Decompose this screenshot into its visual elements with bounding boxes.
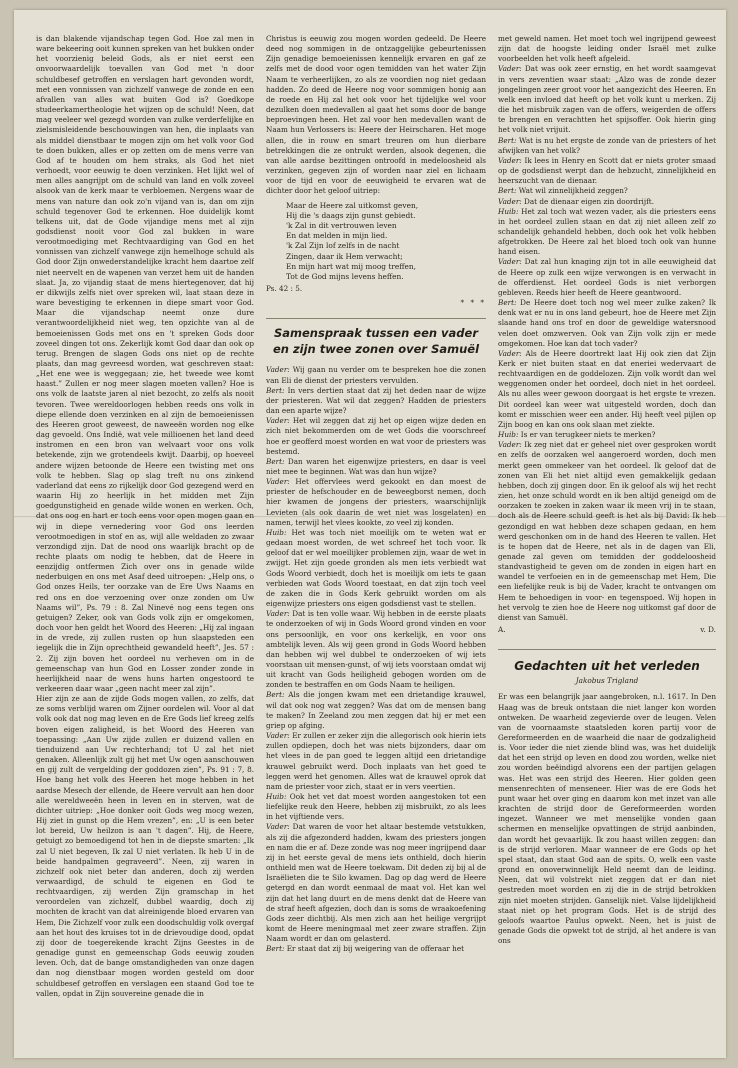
dialogue-line [498, 197, 716, 207]
dialogue-text: met geweld namen. Het moet toch wel ingrijpend geweest zijn dat de hoogste leiding onder Israël met zulke voorbeelden het volk heeft afgeleid. [498, 34, 716, 64]
dialogue-text: De Heere doet toch nog wel meer zulke zaken? Ik denk wat er nu in ons land gebeurt, hoe de Heere met Zijn slaande hand ons trof en door de geweldige watersnood velen doet omzwerven. Ook van Zijn volk zijn er mede omgekomen. Hoe kan dat toch vader? [498, 298, 716, 348]
speaker-label: Vader: [266, 416, 290, 426]
column-middle [266, 34, 486, 1044]
dialogue-line [498, 440, 716, 623]
dialogue-line [266, 365, 486, 385]
speaker-label: Bert: [498, 186, 517, 196]
dialogue-line [266, 731, 486, 792]
dialogue-text: Dat de dienaar eigen zin doordrijft. [524, 196, 655, 206]
dialogue-continued [498, 34, 716, 623]
speaker-label: Vader: [498, 155, 522, 165]
dialogue-line [498, 349, 716, 430]
dialogue-line [498, 257, 716, 298]
speaker-label: Vader: [498, 64, 522, 74]
column-right [498, 34, 716, 1044]
poem-line: Hij die 's daags zijn gunst gebiedt. [286, 210, 416, 220]
dialogue-text: Dat zal hun knaging zijn tot in alle eeuwigheid dat de Heere op zulk een wijze verwongen is en verwacht in de offerdienst. Het oordeel Gods is niet verborgen gebleven. Reeds hier heeft de Heere geantwoord. [498, 257, 716, 297]
dialogue-text: Het zal toch wat wezen vader, als die priesters eens in het oordeel zullen staan en dat zij niet alleen zelf zo schandelijk gehandeld hebben, doch ook het volk hebben afgetrokken. De Heere zal het bloed toch ook van hunne hand eisen. [498, 206, 716, 257]
dialogue-line [266, 792, 486, 822]
signature-right: v. D. [700, 625, 716, 635]
speaker-label: Vader: [498, 257, 522, 267]
poem-line: Tot de God mijns levens heffen. [286, 271, 404, 281]
article-signature [498, 625, 716, 635]
dialogue-line [498, 64, 716, 135]
speaker-label: Bert: [498, 135, 517, 145]
poem-line: Zingen, daar ik Hem verwacht; [286, 251, 403, 261]
dialogue-line [266, 416, 486, 457]
speaker-label: Vader: [266, 609, 290, 619]
dialogue-line [266, 944, 486, 954]
speaker-label: Vader: [498, 348, 522, 358]
dialogue-line [266, 822, 486, 944]
speaker-label: Vader: [266, 822, 290, 832]
body-paragraph: Hier zijn ze aan de zijde Gods mogen vallen, zo zelfs, dat ze soms verblijd waren om Zijner oordelen wil. Voor al dat volk ook dat nog mag leven en de Ere Gods lief kreeg zelfs boven eigen zaligheid, is het Woord des Heeren van toepassing: „Aan Uw zijde zullen er duizend vallen en tienduizend aan Uw rechterhand; tot U zal het niet genaken. Alleenlijk zult gij het met Uw ogen aanschouwen en gij zult de vergelding der goddozen zien”, Ps. 91 : 7, 8. Hoe bang het volk des Heeren het moge hebben in het aardse Mesech der ellende, de Heere vervult aan hen door alle wereldweeën heen in leven en in sterven, wat de dichter uitriep: „Hoe donker ooit Gods weg mocg wezen, Hij ziet in gunst op die Hem vrezen”, en: „U is een beter lot bereid, Uw heilzon is aan 't dagen”. Hij, de Heere, getuigt zo bemoedigend tot hen in de diepste smarten: „Ik zal U niet begeven, Ik zal U niet verlaten. Ik heb U in de beide handpalmen gegraveerd”. Neen, zij waren in zichzelf ook niet beter dan anderen, doch zij werden verwaardigd, de schuld te eigenen en God te rechtvaardigen, zij werden Zijn gramschap in het veroordelen van zichzelf, dubbel waardig, doch zij mochten de kracht van dat alreinigende bloed ervaren van Hem, Die Zichzelf voor zulk een doodschuldig volk overgaf aan het hout des kruises tot in de drievoudige dood, opdat zij door de toegerekende kracht Zijns Geestes in de genadige gunst en gemeenschap Gods eeuwig zouden leven. Och, dat de bange omstandigheden van onze dagen dan nog dienstbaar mogen worden gesteld om door schuldbesef getroffen en verslagen een staand God toe te vallen, opdat in Zijn souvereine genade die in [36, 694, 254, 998]
article-author: Jakobus Trigland [575, 676, 639, 686]
dialogue-line [498, 34, 716, 64]
dialogue-line [266, 528, 486, 609]
speaker-label: Huib: [498, 206, 519, 216]
dialogue-text: Wat wil zinnelijkheid zeggen? [518, 186, 628, 196]
dialogue-text: Dat is ten volle waar. Wij hebben in de eerste plaats te onderzoeken of wij in Gods Woord grond vinden en voor ons persoonlijk, en voor ons kerkelijk, en voor ons ambtelijk leven. Als wij geen grond in Gods Woord hebben dan hebben wij wel dubbel te onderzoeken of wij iets voorstaan uit mensen-gunst, of wij iets voorstaan omdat wij uit kracht van Gods heiligheid gebogen worden om de zonden te bestraffen en om Gods Naam te heiligen. [266, 609, 486, 690]
dialogue-line [266, 457, 486, 477]
poem-line: Maar de Heere zal uitkomst geven, [286, 200, 419, 210]
dialogue-text: Ik zeg niet dat er geheel niet over gesproken wordt en zelfs de oorzaken wel aangeroerd worden, doch men merkt geen ommekeer van het oordeel. Ik geloof dat de zonen van Eli het niet altijd even gemakkelijk gedaan hebben, doch zij gingen door. En ik geloof als wij het recht zien, het onze schuld wordt en ik ben altijd geneigd om de oorzaken te zoeken in zaken waar ik meen vrij in te staan, doch als de Heere schuld geeft is het als bij David: Ik heb gezondigd en wat hebben deze schapen gedaan, en hem werd geschonken om in de hand des Heeren te vallen. Het is te hopen dat de Heere, net als in de dagen van Eli, genade zal geven om temidden der goddeloosheid standvastigheid te geven om de zonden in eigen hart en wandel te verfoeien en in de gemeenschap met Hem, Die een liefelijke reuk is bij de Vader, kracht te ontvangen om Hem te behoedigen in voor- en tegenspoed. Wij hopen in het vervolg te zien hoe de Heere nog uitkomst gaf door de dienst van Samuël. [498, 440, 716, 622]
dialogue-line [498, 430, 716, 440]
poem-line: En mijn hart wat mij moog treffen, [286, 261, 416, 271]
newspaper-page [14, 10, 726, 1058]
speaker-label: Vader: [266, 731, 290, 741]
dialogue-text: Het wil zeggen dat zij het op eigen wijze deden en zich niet bekommerden om de wet Gods die voorschreef hoe er geofferd moest worden en wat voor de priesters was bestemd. [266, 416, 486, 456]
poem-line: 'k Zal Zijn lof zelfs in de nacht [286, 241, 400, 251]
speaker-label: Vader: [266, 365, 290, 375]
speaker-label: Vader: [266, 477, 290, 487]
dialogue-text: Ik lees in Henry en Scott dat er niets groter smaad op de godsdienst werpt dan de hebzucht, zinnelijkheid en heerszucht van de dienaar. [498, 155, 716, 186]
dialogue-text: Dan waren het eigenwijze priesters, en daar is veel niet mee te beginnen. Wat was dan hun wijze? [266, 456, 486, 476]
dialogue-line [266, 609, 486, 690]
dialogue-text: Is er van terugkeer niets te merken? [520, 430, 656, 440]
dialogue-line [266, 477, 486, 528]
body-paragraph: Christus is eeuwig zou mogen worden gedeeld. De Heere deed nog sommigen in de ontzaggelijke gebeurtenissen Zijn genadige bemoeienissen kennelijk ervaren en gaf ze zelfs met de dood voor ogen temidden van het water Zijn Naam te verheerlijken, zo als ze voordien nog niet gedaan hadden. Zo deed de Heere nog voor sommigen honig aan de roede en Hij zal het ook voor het tijdelijke wel voor dezulken doen medevallen al gaat het soms door de bange beproevingen heen. Het zal voor hen medevallen want de Naam hun Verlossers is: Heere der Heirscharen. Het moge allen, die in rouw en smart treuren om hun dierbare betrekkingen die ze ontrukt werden, alsook degenen, die van alle aardse bezittingen ontroofd in medeloosheid als verzinken, gegeven zijn of worden naar ziel en lichaam voor de tijd en voor de eeuwigheid te ervaren wat de dichter door het geloof uitriep: [266, 34, 486, 196]
speaker-label: Bert: [266, 385, 285, 395]
poem-source: Ps. 42 : 5. [266, 284, 303, 294]
dialogue-text: Als die jongen kwam met een drietandige krauwel, wil dat ook nog wat zeggen? Was dat om de mensen bang te maken? In Zeeland zou men zeggen dat hij er met een griep op afging. [266, 690, 486, 730]
dialogue-text: Dat was ook zeer ernstig, en het wordt saamgevat in vers zeventien waar staat: „Alzo was de zonde dezer jongelingen zeer groot voor het aangezicht des Heeren. En welk een invloed dat heeft op het volk kunt u merken. Zij die het misbruik zagen van de offers, weigerden de offers te brengen en verachtten het spijsoffer. Ook hierin ging het volk niet vrijuit. [498, 64, 716, 135]
dialogue-line [498, 136, 716, 156]
article-title-gedachten: Gedachten uit het verleden [498, 649, 716, 674]
signature-left: A. [498, 625, 506, 635]
dialogue-line [498, 298, 716, 349]
dialogue-line [498, 186, 716, 196]
dialogue-text: Het was toch niet moeilijk om te weten wat er gedaan moest worden, de wet schreef het toch voor. Ik geloof dat er wel moeilijker problemen zijn, waar de wet in zwijgt. Het zijn goede gronden als men iets verbiedt wat Gods Woord verbiedt, doch het is moeilijk om iets te gaan verbieden wat Gods Woord toestaat, en dat zijn toch veel de zaken die in Gods Kerk gebruikt worden om als eigenwijze priesters ons eigen godsdienst vast te stellen. [266, 527, 486, 609]
psalm-verse [286, 201, 486, 283]
dialogue-text: In vers dertien staat dat zij het deden naar de wijze der priesteren. Wat wil dat zeggen? Hadden de priesters dan een aparte wijze? [266, 385, 486, 416]
speaker-label: Huib: [266, 527, 287, 537]
dialogue-text: Er zullen er zeker zijn die allegorisch ook hierin iets zullen opdiepen, doch het was niets bijzonders, daar om het vlees in de pan goed te leggen altijd een drietandige krauwel gebruikt werd. Doch inplaats van het goed te leggen werd het genomen. Alles wat de krauwel oprok dat nam de priester voor zich, staat er in vers veertien. [266, 731, 486, 791]
column-left [36, 34, 254, 1044]
dialogue-text: Als de Heere doortrekt laat Hij ook zien dat Zijn Kerk er niet buiten staat en dat eneriei wedervaart de rechtvaardigen en de goddelozen. Zijn volk wordt dan wel weggenomen onder het oordeel, doch niet in het oordeel. Als nu alles weer gewoon doorgaat is het ergste te vrezen. Dit oordeel kan weer wat uitgesteld worden, doch dan komt er misschien weer een ander. Hij heeft veel pijlen op Zijn boog en kan ons ook slaan met ziekte. [498, 348, 716, 429]
dialogue-line [498, 207, 716, 258]
dialogue-text: Wij gaan nu verder om te bespreken hoe die zonen van Eli de dienst der priesters vervulden. [266, 365, 486, 385]
dialogue-text: Dat waren de voor het altaar bestemde vetstukken, als zij die afgezonderd hadden, kwam des priesters jongen en nam die er af. Deze zonde was nog meer ingrijpend daar zij in het eerste geval de mens iets onthield, doch hierin onthield men wat de Heere toekwam. Dit deden zij bij al de Israëlieten die te Silo kwamen. Dag op dag werd de Heere getergd en dan wordt eenmaal de maat vol. Het kan wel zijn dat het lang duurt en de mens denkt dat de Heere van de straf heeft afgezien, doch dan is soms de wraakoefening Gods zeer dichtbij. Als men zich aan het heilige vergrijpt komt de Heere meningmaal met zeer zware straffen. Zijn Naam wordt er dan om gelasterd. [266, 822, 486, 944]
dialogue-line [498, 156, 716, 186]
dialogue-text: Ook het vet dat moest worden aangestoken tot een liefelijke reuk den Heere, hebben zij misbruikt, zo als lees in het vijftiende vers. [266, 792, 486, 822]
speaker-label: Huib: [498, 430, 519, 440]
body-paragraph: Er was een belangrijk jaar aangebroken, n.l. 1617. In Den Haag was de breuk ontstaan die niet langer kon worden ontweken. De waarheid zegevierde over de leugen. Velen van de voornaamste staatsleden koren partij voor de Gereformeerden en de waarheid die naar de godzaligheid is. Voor ieder die niet ziende blind was, was het duidelijk dat het een strijd op leven en dood zou worden, welke niet zou worden beëindigd alvorens een der partijen gelagen was. Het was een strijd des Heeren. Hier golden geen mensenrechten of menseneer. Hier was de ere Gods het punt waar het over ging en daarom kon met inzet van alle krachten de strijd door de Gereformeerden worden ingezet. Wanneer we met menselijke vonden gaan schermen en menselijke opvattingen de strijd aanbinden, dan wordt het gevaarlijk. Ik zou haast willen zeggen: dan is de strijd verloren. Maar wanneer de ere Gods op het spel staat, dan staat God aan de spits. O, welk een vaste grond en onoverwinnelijk Held neemt dan de leiding. Neen, dat wil volstrekt niet zeggen dat er dan niet gestreden moet worden en zij die in de strijd betrokken zijn niet moeten strijden. Ganselijk niet. Valse lijdelijkheid staat niet op het program Gods. Het is de strijd des geloofs waartoe Paulus opwekt. Neen, het is juist de genade Gods die opwekt tot de strijd, al het andere is van ons [498, 692, 716, 946]
article-title-samenspraak: Samenspraak tussen een vader en zijn twee zonen over Samuël [266, 318, 486, 357]
section-separator: * * * [460, 298, 486, 308]
speaker-label: Vader: [498, 440, 522, 450]
speaker-label: Bert: [266, 690, 285, 700]
poem-line: 'k Zal in dit vertrouwen leven [286, 220, 397, 230]
speaker-label: Vader: [498, 196, 522, 206]
speaker-label: Huib: [266, 792, 287, 801]
dialogue-line [266, 690, 486, 731]
dialogue-text: Het offervlees werd gekookt en dan moest de priester de hefschouder en de beweegborst nemen, doch hier kwamen de jongens der priesters, waarschijnlijk Levieten (als ook daarin de wet niet was losgelaten) en namen, terwijl het vlees kookte, zo veel zij konden. [266, 477, 486, 527]
speaker-label: Bert: [266, 944, 285, 954]
poem-line: En dat melden in mijn lied. [286, 231, 388, 241]
speaker-label: Bert: [498, 298, 517, 308]
speaker-label: Bert: [266, 456, 285, 466]
dialogue-line [266, 386, 486, 416]
dialogue-samenspraak [266, 365, 486, 954]
dialogue-text: Wat is nu het ergste de zonde van de priesters of het afwijken van het volk? [498, 135, 716, 155]
dialogue-text: Er staat dat zij bij weigering van de offeraar het [286, 944, 465, 954]
body-paragraph: is dan blakende vijandschap tegen God. Hoe zal men in ware bekeering ooit kunnen spreken van het bukken onder het voorzienig beleid Gods, als er niet eerst een onvoorwaardelijk toevallen van God met 'n door schuldbesef getroffen en verslagen hart gevonden wordt, met een vonnissen van zichzelf vanwege de zonde en een afvallen van alles wat buiten God is? Goedkope studeerkamertheologie het wijzen op de schuld! Neen, dat mag veeleer wel gezegd worden van zulke verderfelijke en zielsmisleidende beschouwingen van hen, die inplaats van als middel dienstbaar te mogen zijn om het volk voor God te doen bukken, alles er op zetten om de mens verre van God af te houden om hem straks, als God het niet verhoedt, voor eeuwig te doen verzinken. Het lijkt wel of men alles aangrijpt om de schuld van land en volk zoveel alsook van de kerk maar te verbloemen. Nergens waar de mens van nature dan ook zo'n vijand van is, dan om zijn schuld tegenover God te erkennen. Hoe duidelijk komt telkens uit, dat de Gode vijandige mens met al zijn godsdienst nooit voor God zal bukken in ware verootmoediging met Rechtvaardiging van God en het vonnissen van zichzelf vanwege zijn hemelhoge schuld als God door Zijn onwederstandelijke kracht hem daartoe zelf niet neervelt en de wapenen van verzet hem uit de handen slaat. Ja, zo vijandig staat de mens hiertegenover, dat hij er dikwijls zelfs niet over spreken wil, laat staan deze in ware bevestiging te erkennen in diepe smart voor God. Maar die vijandschap neemt onze dure verantwoordelijkheid niet weg, ten opzichte van al de bemoeienissen Gods met ons en 't spreken Gods door zoveel dingen tot ons. Zekerlijk komt God daar dan ook op terug. Brengen de slagen Gods ons niet op de rechte plaats, dan mag gevreesd worden, wat geschreven staat: „Het ene wee is weggegaan; zie, het tweede wee komt haast.” Zullen er nog meer slagen moeten vallen? Hoe is ons volk de laatste jaren al niet bezocht, zo zelfs als nooit tevoren. Twee wereldoorlogen hebben reeds ons volk in diepe ellende doen verzinken en al zijn de bemoeienissen des Heeren groot geweest, de naweeën worden nog elke dag gevoeld. Ons Indië, wat vele millioenen het land deed instromen en een bron van welvaart voor ons volk betekende, zijn we grotendeels kwijt. Daarbij, op hoeveel andere wijzen betoonde de Heere een twisting met ons volk te hebben. Slag op slag treft nu ons zinkend vaderland dat eens zo rijkelijk door God gezegend werd en waarin Hij zo heerlijk in het midden met Zijn goedgunstigheid en genade wilde wonen en werken. Och, dat ons oog en hart er toch eens voor open mogen gaan en wij in diepe vernedering voor God ons leerden verootmoedigen in stof en as, wijl alle weldaden zo zwaar verzondigd zijn. Dat de nood ons waarlijk bracht op de rechte plaats om nodig te hebben, dat de Heere in eenzijdig ontfermen Zich over ons in genade wilde nederbuigen en ons met Asaf deed uitroepen: „Help ons, o God onzes Heils, ter oorzake van de Ere Uws Naams en red ons en doe verzoening over onze zonden om Uw Naams wil”, Ps. 79 : 8. Zal Ninevé nog eens tegen ons getuigen? Zeker, ook van Gods volk zijn er omgekomen, doch voor hen geldt het Woord des Heeren: „Hij zal ingaan in de vrede, zij zullen rusten op hun slaapsteden een iegelijk die in Zijn oprechtheid gewandeld heeft”, Jes. 57 : 2. Zij zijn boven het oordeel nu verheven om in de gemeenschap van hun God en Losser zonder zonde in heerlijkheid naar de wens huns harten ongestoord te verkeeren daar waar „geen nacht meer zal zijn”. [36, 34, 254, 693]
